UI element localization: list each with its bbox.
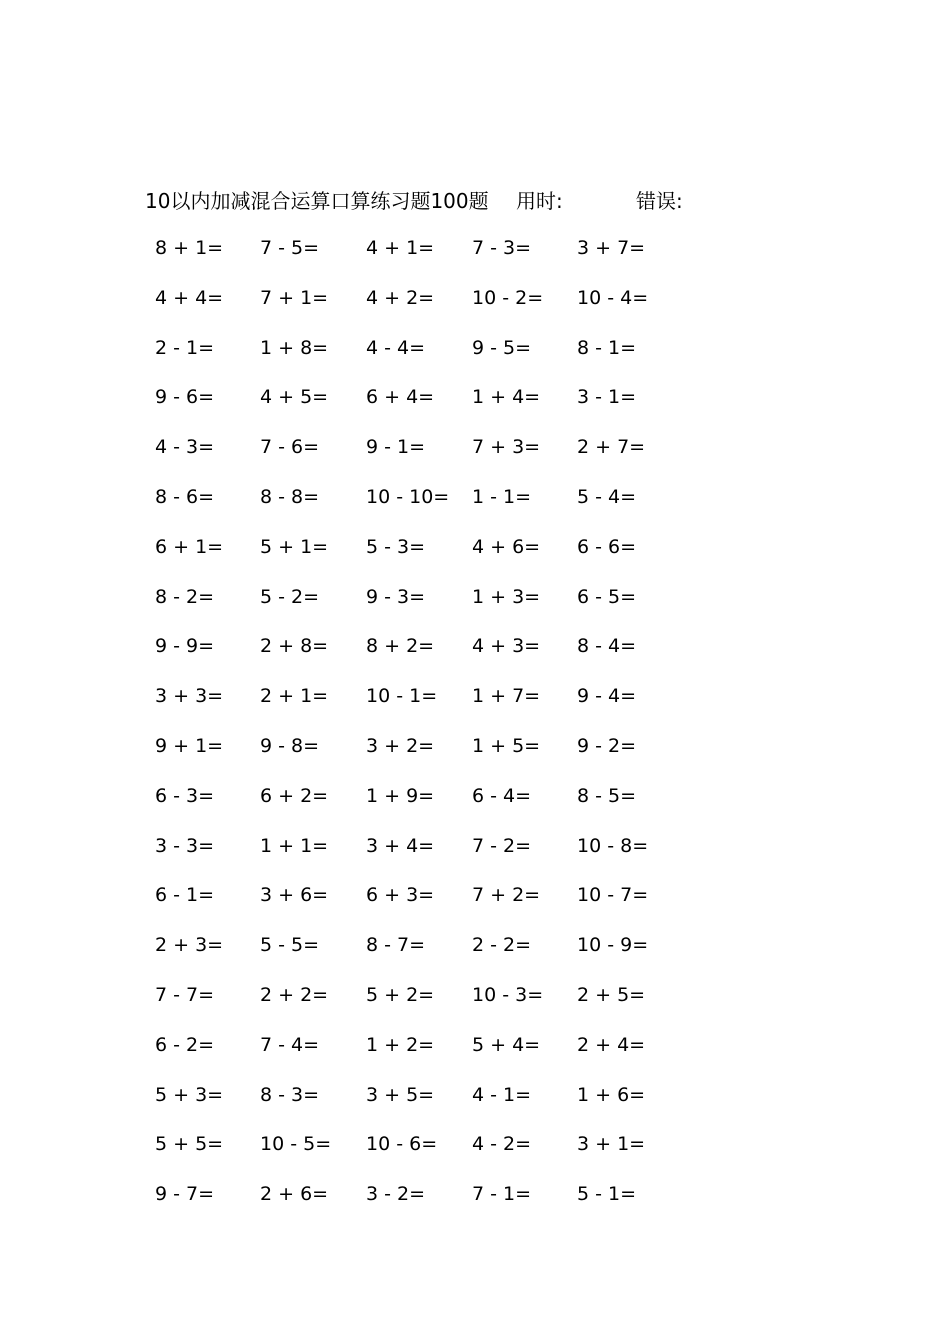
problem-row xyxy=(0,283,950,333)
problem-item: 7 - 2= xyxy=(472,834,532,857)
problem-item: 5 - 4= xyxy=(577,485,637,508)
problem-item: 1 + 5= xyxy=(472,734,541,757)
problem-item: 9 - 8= xyxy=(260,734,320,757)
problem-row xyxy=(0,382,950,432)
problem-grid xyxy=(0,233,950,1229)
problem-item: 3 + 4= xyxy=(366,834,435,857)
problem-item: 10 - 8= xyxy=(577,834,649,857)
error-label: 错误: xyxy=(636,189,683,213)
problem-item: 1 + 3= xyxy=(472,585,541,608)
problem-item: 6 - 3= xyxy=(155,784,215,807)
problem-item: 7 - 7= xyxy=(155,983,215,1006)
problem-item: 6 - 5= xyxy=(577,585,637,608)
problem-item: 1 + 9= xyxy=(366,784,435,807)
problem-item: 2 - 1= xyxy=(155,336,215,359)
problem-item: 4 + 1= xyxy=(366,237,435,259)
problem-item: 10 - 6= xyxy=(366,1133,438,1156)
problem-item: 2 + 4= xyxy=(577,1033,646,1056)
problem-item: 4 - 1= xyxy=(472,1083,532,1106)
problem-item: 6 - 1= xyxy=(155,884,215,907)
problem-item: 2 + 2= xyxy=(260,983,329,1006)
problem-item: 4 - 2= xyxy=(472,1133,532,1156)
problem-row xyxy=(0,781,950,831)
worksheet-title: 10以内加减混合运算口算练习题100题 xyxy=(145,189,489,213)
problem-item: 6 - 4= xyxy=(472,784,532,807)
problem-item: 3 - 1= xyxy=(577,386,637,409)
problem-row xyxy=(0,681,950,731)
problem-item: 5 - 1= xyxy=(577,1183,637,1206)
problem-item: 1 + 1= xyxy=(260,834,329,857)
problem-item: 10 - 9= xyxy=(577,934,649,957)
problem-item: 10 - 4= xyxy=(577,286,649,309)
problem-item: 1 - 1= xyxy=(472,485,532,508)
worksheet-header xyxy=(0,186,950,216)
problem-item: 2 - 2= xyxy=(472,934,532,957)
problem-item: 9 - 1= xyxy=(366,436,426,459)
problem-item: 3 + 1= xyxy=(577,1133,646,1156)
problem-row xyxy=(0,831,950,881)
problem-item: 4 + 4= xyxy=(155,286,224,309)
problem-item: 8 + 2= xyxy=(366,635,435,658)
problem-item: 5 + 3= xyxy=(155,1083,224,1106)
problem-item: 2 + 8= xyxy=(260,635,329,658)
problem-item: 8 - 6= xyxy=(155,485,215,508)
problem-row xyxy=(0,482,950,532)
problem-item: 3 + 7= xyxy=(577,237,646,259)
problem-item: 8 - 3= xyxy=(260,1083,320,1106)
problem-item: 9 - 7= xyxy=(155,1183,215,1206)
problem-item: 6 + 3= xyxy=(366,884,435,907)
problem-item: 4 + 3= xyxy=(472,635,541,658)
problem-item: 7 + 2= xyxy=(472,884,541,907)
problem-item: 7 - 3= xyxy=(472,237,532,259)
problem-item: 9 - 5= xyxy=(472,336,532,359)
problem-item: 9 + 1= xyxy=(155,734,224,757)
problem-item: 2 + 5= xyxy=(577,983,646,1006)
problem-item: 8 - 2= xyxy=(155,585,215,608)
problem-item: 9 - 4= xyxy=(577,685,637,708)
problem-item: 3 + 6= xyxy=(260,884,329,907)
problem-row xyxy=(0,582,950,632)
problem-item: 4 + 6= xyxy=(472,535,541,558)
problem-item: 10 - 10= xyxy=(366,485,450,508)
problem-row xyxy=(0,432,950,482)
problem-item: 5 - 5= xyxy=(260,934,320,957)
problem-row xyxy=(0,233,950,283)
problem-item: 5 - 2= xyxy=(260,585,320,608)
problem-row xyxy=(0,1030,950,1080)
problem-item: 5 + 4= xyxy=(472,1033,541,1056)
problem-row xyxy=(0,930,950,980)
problem-item: 4 - 4= xyxy=(366,336,426,359)
problem-item: 7 - 1= xyxy=(472,1183,532,1206)
problem-item: 9 - 9= xyxy=(155,635,215,658)
problem-item: 3 + 3= xyxy=(155,685,224,708)
problem-row xyxy=(0,333,950,383)
problem-item: 3 + 2= xyxy=(366,734,435,757)
problem-item: 1 + 6= xyxy=(577,1083,646,1106)
problem-item: 7 - 4= xyxy=(260,1033,320,1056)
problem-item: 9 - 6= xyxy=(155,386,215,409)
problem-item: 10 - 1= xyxy=(366,685,438,708)
problem-item: 8 - 8= xyxy=(260,485,320,508)
problem-item: 4 + 2= xyxy=(366,286,435,309)
problem-item: 6 - 6= xyxy=(577,535,637,558)
problem-item: 6 + 4= xyxy=(366,386,435,409)
problem-row xyxy=(0,731,950,781)
problem-item: 2 + 7= xyxy=(577,436,646,459)
problem-item: 9 - 3= xyxy=(366,585,426,608)
problem-item: 3 - 2= xyxy=(366,1183,426,1206)
problem-item: 4 - 3= xyxy=(155,436,215,459)
problem-item: 8 - 7= xyxy=(366,934,426,957)
time-label: 用时: xyxy=(516,189,563,213)
problem-item: 5 + 5= xyxy=(155,1133,224,1156)
problem-item: 8 + 1= xyxy=(155,237,224,259)
problem-item: 7 + 1= xyxy=(260,286,329,309)
problem-item: 10 - 3= xyxy=(472,983,544,1006)
problem-row xyxy=(0,880,950,930)
problem-item: 2 + 1= xyxy=(260,685,329,708)
problem-item: 1 + 8= xyxy=(260,336,329,359)
problem-item: 2 + 6= xyxy=(260,1183,329,1206)
problem-row xyxy=(0,1129,950,1179)
problem-item: 10 - 5= xyxy=(260,1133,332,1156)
problem-item: 1 + 7= xyxy=(472,685,541,708)
problem-item: 8 - 4= xyxy=(577,635,637,658)
problem-item: 6 + 1= xyxy=(155,535,224,558)
problem-item: 5 + 2= xyxy=(366,983,435,1006)
problem-item: 1 + 2= xyxy=(366,1033,435,1056)
problem-item: 7 - 5= xyxy=(260,237,320,259)
problem-item: 10 - 7= xyxy=(577,884,649,907)
problem-row xyxy=(0,631,950,681)
problem-item: 3 - 3= xyxy=(155,834,215,857)
problem-item: 6 + 2= xyxy=(260,784,329,807)
problem-item: 5 - 3= xyxy=(366,535,426,558)
problem-item: 8 - 1= xyxy=(577,336,637,359)
problem-item: 7 + 3= xyxy=(472,436,541,459)
problem-item: 6 - 2= xyxy=(155,1033,215,1056)
problem-row xyxy=(0,1080,950,1130)
problem-item: 9 - 2= xyxy=(577,734,637,757)
problem-item: 5 + 1= xyxy=(260,535,329,558)
problem-item: 8 - 5= xyxy=(577,784,637,807)
problem-item: 2 + 3= xyxy=(155,934,224,957)
problem-item: 3 + 5= xyxy=(366,1083,435,1106)
problem-row xyxy=(0,532,950,582)
problem-item: 4 + 5= xyxy=(260,386,329,409)
problem-row xyxy=(0,980,950,1030)
problem-row xyxy=(0,1179,950,1229)
problem-item: 10 - 2= xyxy=(472,286,544,309)
problem-item: 1 + 4= xyxy=(472,386,541,409)
problem-item: 7 - 6= xyxy=(260,436,320,459)
